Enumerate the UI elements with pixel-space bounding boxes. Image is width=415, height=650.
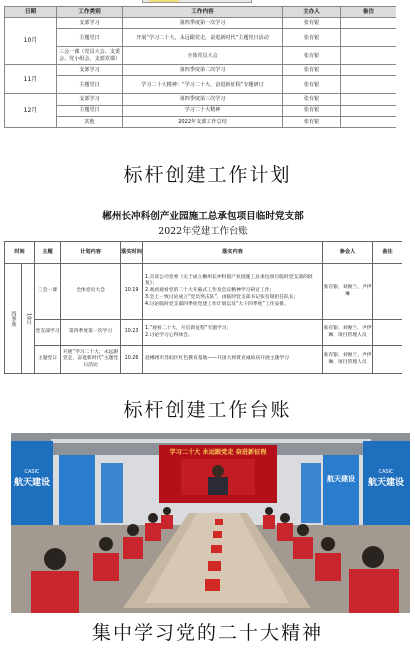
category-cell: 其他: [57, 116, 123, 127]
content-cell: 2022年支部工作总结: [123, 116, 283, 127]
plan-table: [4, 6, 396, 128]
details-cell: [143, 346, 323, 374]
table-row: [5, 94, 397, 105]
plan-table-image: [4, 0, 396, 152]
caption-plan: 标杆创建工作计划: [123, 164, 292, 186]
remark-cell: [373, 346, 402, 374]
table-row: [5, 264, 403, 320]
header-content: 工作内容: [123, 7, 283, 18]
attendees-cell: 张有银、刘俊兰、尹伊琳、项目管理人员: [323, 320, 373, 346]
table-row: [5, 320, 403, 346]
table-row: [5, 76, 397, 94]
plan-table-header: [5, 7, 397, 18]
remark-cell: [341, 47, 397, 65]
content-cell: 第四季度第一次学习: [123, 18, 283, 29]
table-top-stub: [142, 0, 252, 3]
ledger-header: [5, 242, 403, 264]
plan-cell: 全体党员大会: [61, 264, 121, 320]
wall-logo-right: CASIC: [378, 469, 394, 475]
details-cell: [143, 264, 323, 320]
table-row: [5, 105, 397, 116]
category-cell: 三会一课（党员大会、支委会、党小组会、支部党课）: [57, 47, 123, 65]
details-cell: [143, 320, 323, 346]
wall-brand-mid: 航天建设: [327, 475, 355, 483]
remark-cell: [341, 94, 397, 105]
remark-cell: [373, 320, 402, 346]
caption-photo: 集中学习党的二十大精神: [91, 622, 323, 644]
host-cell: 张有银: [283, 18, 341, 29]
meeting-photo: [11, 433, 410, 613]
host-cell: 张有银: [283, 105, 341, 116]
quarter-cell: 四季度: [5, 264, 22, 374]
table-row: [5, 47, 397, 65]
ledger-subtitle: 2022年党建工作台账: [158, 226, 248, 237]
topic-cell: 党支部学习: [35, 320, 61, 346]
topic-cell: 主题党日: [35, 346, 61, 374]
ledger-image: [4, 209, 402, 387]
host-cell: 张有银: [283, 116, 341, 127]
meeting-photo-svg: [11, 433, 410, 613]
remark-cell: [341, 105, 397, 116]
category-cell: 主题党日: [57, 76, 123, 94]
category-cell: 支部学习: [57, 18, 123, 29]
header-date: 日期: [5, 7, 57, 18]
content-cell: 第四季度第二次学习: [123, 65, 283, 76]
table-row: [5, 346, 403, 374]
category-cell: 主题党日: [57, 29, 123, 47]
header-date: 落实时间: [121, 242, 143, 264]
detail-line: 3.会上一致讨论成立“党员突击队”，由临时党支部书记张有银担任队长；: [145, 294, 299, 300]
header-attendees: 参会人: [323, 242, 373, 264]
plan-cell: 第四季度第一次学习: [61, 320, 121, 346]
detail-line: 4.讨论临时党支部四季度党建工作计划以及“大干四季度”工作安排。: [145, 301, 289, 307]
host-cell: 张有银: [283, 29, 341, 47]
screen-banner: 学习二十大 永远跟党走 奋进新征程: [169, 449, 267, 456]
detail-line: 赴郴州市苏仙区红色教育基地——开国大将黄克诚故居开展主题学习: [145, 356, 289, 362]
month-cell: 10月: [5, 18, 57, 65]
plan-cell: 开展“学习二十大，永远跟党走，奋进新时代”主题党日活动: [61, 346, 121, 374]
remark-cell: [341, 76, 397, 94]
month-cell: 11月: [5, 65, 57, 94]
wall-logo-left: CASIC: [24, 469, 40, 475]
content-cell: 学习二十大精神: [123, 105, 283, 116]
date-cell: 10.19: [121, 264, 143, 320]
detail-line: 1.“观看二十大，开启新征程”专题学习；: [145, 325, 232, 331]
table-row: [5, 65, 397, 76]
ledger-title: 郴州长冲科创产业园施工总承包项目临时党支部: [102, 211, 304, 222]
host-cell: 张有银: [283, 76, 341, 94]
header-remark: 备注: [341, 7, 397, 18]
wall-brand-left: 航天建设: [13, 478, 51, 488]
header-host: 主办人: [283, 7, 341, 18]
detail-line: 1.宣读公司党委《关于成立郴州长冲科创产业园施工总承包项目临时党支部的批复》；: [145, 274, 313, 287]
content-cell: 第四季度第三次学习: [123, 94, 283, 105]
header-remark: 备注: [373, 242, 402, 264]
table-row: [5, 18, 397, 29]
table-row: [5, 29, 397, 47]
category-cell: 支部学习: [57, 94, 123, 105]
host-cell: 张有银: [283, 65, 341, 76]
header-plan: 计划内容: [61, 242, 121, 264]
content-cell: 全体党员大会: [123, 47, 283, 65]
caption-ledger: 标杆创建工作台账: [123, 399, 292, 421]
header-topic: 主题: [35, 242, 61, 264]
remark-cell: [373, 264, 402, 320]
remark-cell: [341, 116, 397, 127]
remark-cell: [341, 29, 397, 47]
attendees-cell: 张有银、刘俊兰、尹伊琳: [323, 264, 373, 320]
table-row: [5, 116, 397, 127]
remark-cell: [341, 65, 397, 76]
category-cell: 主题党日: [57, 105, 123, 116]
host-cell: 张有银: [283, 47, 341, 65]
month-cell: 10月: [22, 264, 35, 374]
host-cell: 张有银: [283, 94, 341, 105]
header-details: 落实内容: [143, 242, 323, 264]
attendees-cell: 张有银、刘俊兰、尹伊琳、项目管理人员: [323, 346, 373, 374]
header-time: 时间: [5, 242, 35, 264]
wall-brand-right: 航天建设: [367, 478, 405, 488]
detail-line: 2.观看观看党的二十大开幕式工作及会议精神学习研讨工作；: [145, 288, 275, 294]
remark-cell: [341, 18, 397, 29]
content-cell: 开展“学习二十大，永远跟党走，奋进新时代”主题党日活动: [123, 29, 283, 47]
detail-line: 2.讨论学习心得体会。: [145, 332, 193, 338]
category-cell: 支部学习: [57, 65, 123, 76]
content-cell: 学习二十大精神：“学习二十大，奋进新征程”专题研讨: [123, 76, 283, 94]
header-category: 工作类别: [57, 7, 123, 18]
ledger-table: [4, 241, 402, 374]
date-cell: 10.23: [121, 320, 143, 346]
topic-cell: 三会一课: [35, 264, 61, 320]
date-cell: 10.26: [121, 346, 143, 374]
month-cell: 12月: [5, 94, 57, 128]
